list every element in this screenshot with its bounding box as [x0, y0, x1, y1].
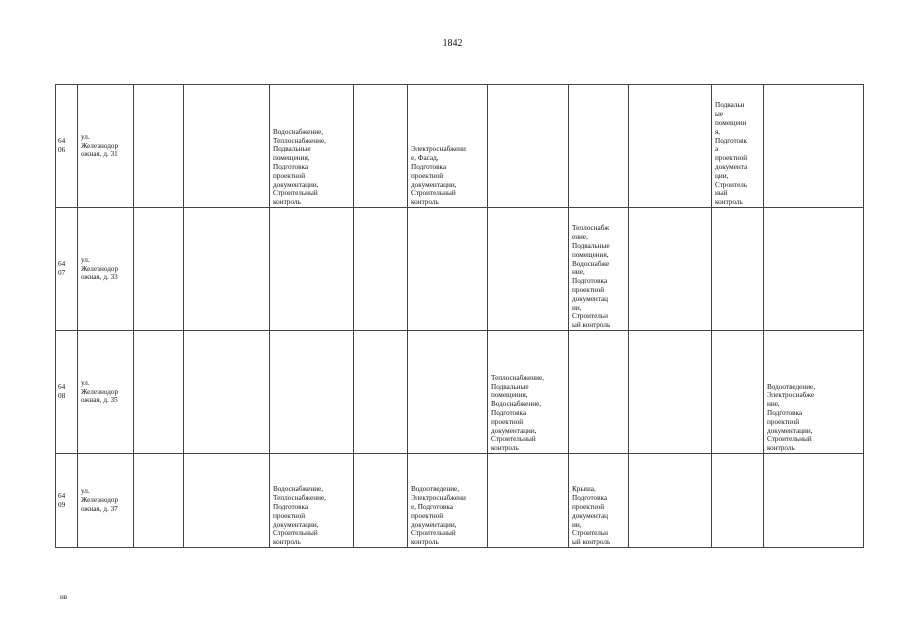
works-cell: Теплоснабжение, Подвальные помещения, Водоснабжение, Подготовка проектной документации, Строительный контроль	[488, 331, 569, 454]
address-cell: ул. Железнодор ожная, д. 37	[78, 454, 134, 548]
works-cell: Крыша, Подготовка проектной документац ии, Строительн ый контроль	[569, 454, 629, 548]
empty-cell	[354, 85, 408, 208]
address-cell: ул. Железнодор ожная, д. 31	[78, 85, 134, 208]
empty-cell	[184, 85, 270, 208]
empty-cell	[270, 331, 354, 454]
empty-cell	[629, 454, 712, 548]
empty-cell	[134, 85, 184, 208]
empty-cell	[629, 331, 712, 454]
empty-cell	[408, 331, 488, 454]
empty-cell	[354, 208, 408, 331]
footer-mark: нв	[60, 593, 68, 601]
empty-cell	[488, 85, 569, 208]
empty-cell	[712, 331, 764, 454]
address-cell: ул. Железнодор ожная, д. 35	[78, 331, 134, 454]
empty-cell	[488, 454, 569, 548]
empty-cell	[408, 208, 488, 331]
empty-cell	[712, 454, 764, 548]
works-cell: Водоснабжение, Теплоснабжение, Подвальные помещения, Подготовка проектной документации, Строительный контроль	[270, 85, 354, 208]
empty-cell	[764, 208, 864, 331]
table-row	[56, 208, 864, 331]
works-cell: Водоотведение, Электроснабже ние, Подготовка проектной документации, Строительный контроль	[764, 331, 864, 454]
empty-cell	[134, 454, 184, 548]
works-cell: Электроснабжени е, Фасад, Подготовка проектной документации, Строительный контроль	[408, 85, 488, 208]
row-number: 64 07	[56, 208, 78, 331]
works-cell: Подвальн ые помещени я, Подготовк а проектной документа ции, Строитель ный контроль	[712, 85, 764, 208]
empty-cell	[184, 208, 270, 331]
empty-cell	[488, 208, 569, 331]
empty-cell	[629, 208, 712, 331]
row-number: 64 06	[56, 85, 78, 208]
empty-cell	[270, 208, 354, 331]
empty-cell	[764, 85, 864, 208]
empty-cell	[569, 331, 629, 454]
works-table	[55, 84, 864, 548]
works-cell: Теплоснабж ение, Подвальные помещения, Водоснабже ние, Подготовка проектной документац ии, Строительн ый контроль	[569, 208, 629, 331]
address-cell: ул. Железнодор ожная, д. 33	[78, 208, 134, 331]
empty-cell	[354, 454, 408, 548]
empty-cell	[569, 85, 629, 208]
table-row	[56, 454, 864, 548]
empty-cell	[184, 331, 270, 454]
empty-cell	[629, 85, 712, 208]
empty-cell	[184, 454, 270, 548]
empty-cell	[354, 331, 408, 454]
empty-cell	[134, 331, 184, 454]
empty-cell	[712, 208, 764, 331]
empty-cell	[764, 454, 864, 548]
works-cell: Водоотведение, Электроснабжени е, Подготовка проектной документации, Строительный контроль	[408, 454, 488, 548]
row-number: 64 09	[56, 454, 78, 548]
empty-cell	[134, 208, 184, 331]
page-number: 1842	[442, 38, 463, 49]
row-number: 64 08	[56, 331, 78, 454]
table-row	[56, 85, 864, 208]
works-cell: Водоснабжение, Теплоснабжение, Подготовка проектной документации, Строительный контроль	[270, 454, 354, 548]
table-row	[56, 331, 864, 454]
